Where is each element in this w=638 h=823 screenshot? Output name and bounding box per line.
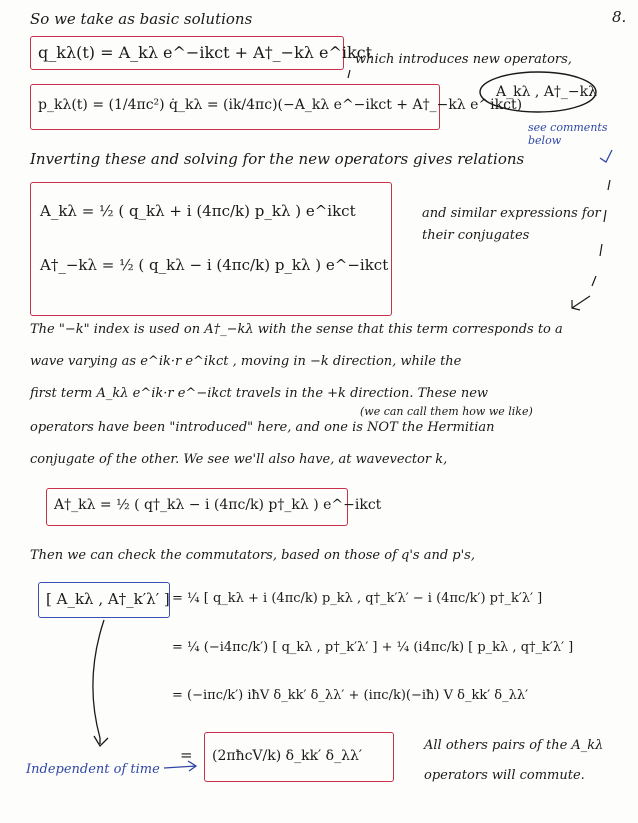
operators-oval [480, 72, 596, 112]
commutator-lhs: [ A_kλ , A†_k′λ′ ] [46, 590, 170, 608]
a-dagger-k-equation: A†_kλ = ½ ( q†_kλ − i (4πc/k) p†_kλ ) e^−ikct [54, 497, 382, 513]
introduces-text: which introduces new operators, [355, 52, 572, 67]
curved-arrow-head-icon [94, 736, 108, 746]
dashed-arrow-head-icon [572, 296, 590, 310]
similar-text: and similar expressions for [422, 206, 601, 221]
commutator-line-2: = ¼ (−i4πc/k′) [ q_kλ , p†_k′λ′ ] + ¼ (i4πc/k) [ p_kλ , q†_k′λ′ ] [172, 640, 574, 655]
a-dagger-equation: A†_−kλ = ½ ( q_kλ − i (4πc/k) p_kλ ) e^−ikct [40, 256, 389, 274]
equals-sign: = [180, 746, 193, 764]
conjugates-text: their conjugates [422, 228, 530, 243]
q-equation: q_kλ(t) = A_kλ e^−ikct + A†_−kλ e^ikct [38, 43, 373, 62]
blue-arrow-icon [600, 150, 612, 162]
see-comments-note: see comments below [528, 121, 608, 147]
intro-text: So we take as basic solutions [30, 10, 253, 28]
others-line-2: operators will commute. [424, 768, 585, 783]
page-number: 8. [612, 8, 627, 26]
others-line-1: All others pairs of the A_kλ [424, 738, 604, 753]
commutators-intro: Then we can check the commutators, based on those of q's and p's, [30, 548, 475, 563]
inverting-text: Inverting these and solving for the new operators gives relations [30, 150, 525, 168]
para-line-4: operators have been "introduced" here, and one is NOT the Hermitian [30, 420, 495, 435]
commutator-line-1: = ¼ [ q_kλ + i (4πc/k) p_kλ , q†_k′λ′ − i (4πc/k′) p†_k′λ′ ] [172, 591, 543, 606]
a-equation: A_kλ = ½ ( q_kλ + i (4πc/k) p_kλ ) e^ikct [40, 202, 356, 220]
commutator-result: (2πħcV/k) δ_kk′ δ_λλ′ [212, 748, 363, 764]
dashed-arrow-stroke [592, 180, 610, 286]
new-operators-label: A_kλ , A†_−kλ [496, 84, 598, 100]
commutator-line-3: = (−iπc/k′) iħV δ_kk′ δ_λλ′ + (iπc/k)(−iħ) V δ_kk′ δ_λλ′ [172, 688, 529, 703]
independent-arrow-icon [164, 761, 196, 771]
independent-note: Independent of time [26, 762, 160, 777]
para-line-5: conjugate of the other. We see we'll also have, at wavevector k, [30, 452, 448, 467]
para-line-3: first term A_kλ e^ik·r e^−ikct travels in the +k direction. These new [30, 386, 489, 401]
para-line-2: wave varying as e^ik·r e^ikct , moving in −k direction, while the [30, 354, 462, 369]
curved-arrow-stroke [93, 620, 104, 744]
comma-stroke [348, 70, 350, 78]
aside-note: (we can call them how we like) [360, 405, 533, 418]
p-equation: p_kλ(t) = (1/4πc²) q̇_kλ = (ik/4πc)(−A_kλ e^−ikct + A†_−kλ e^ikct) [38, 97, 523, 113]
para-line-1: The "−k" index is used on A†_−kλ with the sense that this term corresponds to a [30, 322, 563, 337]
